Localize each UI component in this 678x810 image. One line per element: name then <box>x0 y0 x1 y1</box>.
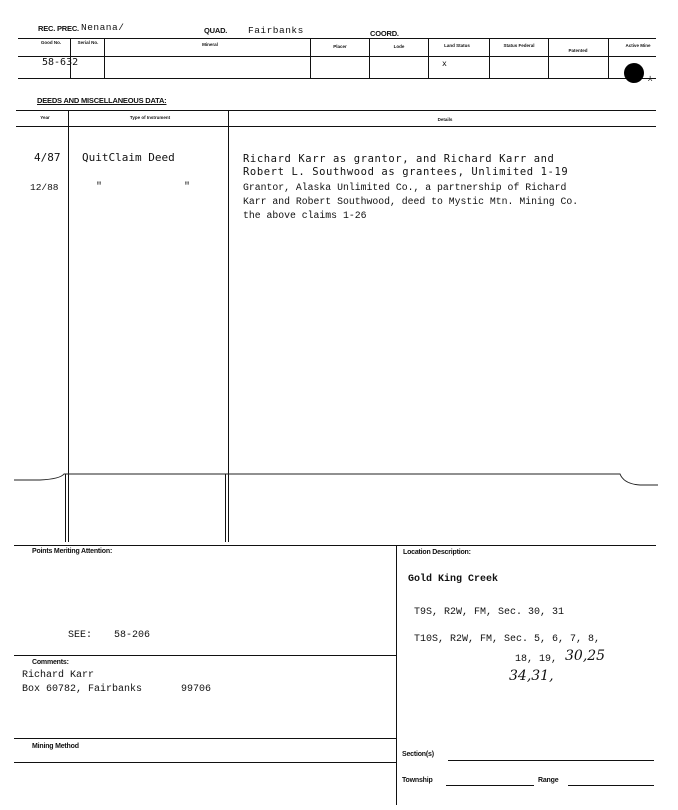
deeds-header-bottom-line <box>16 126 656 127</box>
deed-type-ditto: " <box>184 182 191 193</box>
header-table-mid-line <box>18 56 656 57</box>
township-label: Township <box>402 777 433 784</box>
col-header-patented: Patented <box>568 48 588 53</box>
deeds-title: DEEDS AND MISCELLANEOUS DATA: <box>37 96 167 105</box>
range-field-line <box>568 785 654 786</box>
township-field-line <box>446 785 534 786</box>
col-divider <box>104 38 105 78</box>
col-header-year: Year <box>40 115 50 120</box>
header-table-bottom-line <box>18 78 656 79</box>
col-header-mineral: Mineral <box>202 42 218 47</box>
col-divider <box>548 38 549 78</box>
col-header-active-mine: Active Mine <box>625 43 651 48</box>
mining-method-bottom-line <box>14 762 396 763</box>
deed-year: 4/87 <box>34 151 61 164</box>
sections-field-line <box>448 760 654 761</box>
location-line: T9S, R2W, FM, Sec. 30, 31 <box>414 607 565 618</box>
col-header-placer: Placer <box>333 44 347 49</box>
location-line: T10S, R2W, FM, Sec. 5, 6, 7, 8, <box>414 634 601 645</box>
col-divider <box>489 38 490 78</box>
land-status-mark: x <box>442 59 447 68</box>
see-label: SEE: <box>68 630 93 641</box>
quad-value: Fairbanks <box>248 25 304 36</box>
comments-name: Richard Karr <box>22 670 95 681</box>
location-line: Gold King Creek <box>408 574 499 585</box>
deed-detail-line: Robert L. Southwood as grantees, Unlimited 1-19 <box>243 166 569 178</box>
page-seam-line <box>0 466 678 496</box>
comments-zip: 99706 <box>181 684 212 695</box>
active-mine-dot-icon <box>624 63 644 83</box>
location-line: 18, 19, <box>515 654 558 665</box>
points-label: Points Meriting Attention: <box>32 548 113 555</box>
col-header-details: Details <box>437 117 453 122</box>
col-header-status-federal: Status Federal <box>503 43 535 48</box>
handwritten-sections: 34,31, <box>509 668 554 684</box>
col-header-type: Type of Instrument <box>129 115 171 120</box>
deed-detail-line: Karr and Robert Southwood, deed to Mystic Mtn. Mining Co. <box>243 196 579 207</box>
deed-detail-line: Grantor, Alaska Unlimited Co., a partnership of Richard <box>243 182 567 193</box>
see-value: 58-206 <box>114 630 151 641</box>
tick-mark-icon: ⅄ <box>648 76 653 83</box>
col-divider <box>310 38 311 78</box>
deed-detail-line: Richard Karr as grantor, and Richard Karr and <box>243 153 555 165</box>
lower-section-top-line <box>14 545 656 546</box>
rec-prec-label: REC. PREC. <box>38 24 79 33</box>
comments-address: Box 60782, Fairbanks <box>22 684 143 695</box>
mining-method-top-line <box>14 738 396 739</box>
rec-prec-value: Nenana/ <box>81 22 125 33</box>
deed-type: QuitClaim Deed <box>82 151 175 164</box>
range-label: Range <box>538 777 559 784</box>
deeds-header-top-line <box>16 110 656 111</box>
col-divider <box>608 38 609 78</box>
location-label: Location Description: <box>403 549 471 556</box>
deed-detail-line: the above claims 1-26 <box>243 210 367 221</box>
deed-year: 12/88 <box>30 182 59 193</box>
comments-label: Comments: <box>32 659 69 666</box>
col-header-good-no: Good No. <box>40 40 62 45</box>
coord-label: COORD. <box>370 29 399 38</box>
sections-label: Section(s) <box>402 751 434 758</box>
col-divider <box>428 38 429 78</box>
handwritten-sections: 30,25 <box>565 648 606 664</box>
serial-number: 58-632 <box>42 57 79 68</box>
lower-section-divider <box>396 545 397 805</box>
comments-top-line <box>14 655 396 656</box>
deed-type-ditto: " <box>96 182 103 193</box>
header-table-top-line <box>18 38 656 39</box>
col-header-serial-no: Serial No. <box>77 40 99 45</box>
col-header-lode: Lode <box>393 44 405 49</box>
quad-label: QUAD. <box>204 26 228 35</box>
col-divider <box>369 38 370 78</box>
col-header-land-status: Land Status <box>444 43 470 48</box>
mining-method-label: Mining Method <box>32 743 79 750</box>
